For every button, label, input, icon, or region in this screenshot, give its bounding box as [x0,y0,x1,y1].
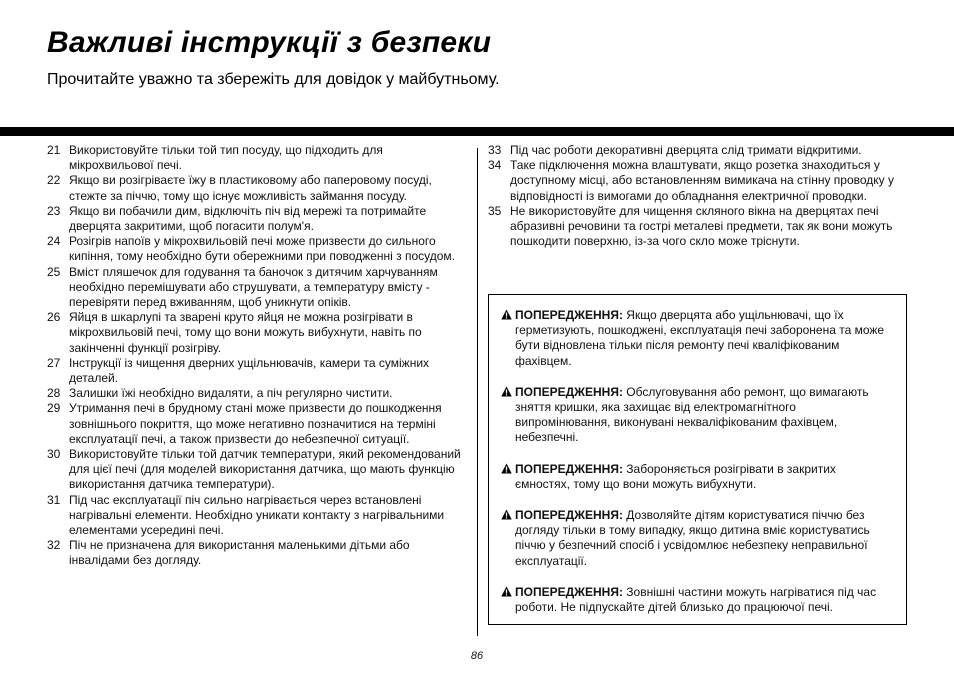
list-item [488,143,908,158]
item-text: Під час роботи декоративні дверцята слід тримати відкритими. [510,143,862,157]
item-text: Яйця в шкарлупі та зварені круто яйця не можна розігрівати в мікрохвильовій печі, тому що вони можуть вибухнути, навіть по закінченні функції розігріву. [69,310,422,355]
item-number: 32 [47,538,61,553]
item-number: 26 [47,310,61,325]
page-title: Важливі інструкції з безпеки [47,26,492,59]
page-subtitle: Прочитайте уважно та збережіть для довідок у майбутньому. [47,71,500,88]
warning-label: ПОПЕРЕДЖЕННЯ: [515,308,623,322]
warning-triangle-icon [501,308,515,369]
header-rule [0,127,954,136]
list-item [47,310,467,356]
item-text: Піч не призначена для використання маленькими дітьми або інвалідами без догляду. [69,538,410,568]
item-text: Інструкції із чищення дверних ущільнювачів, камери та суміжних деталей. [69,355,430,386]
list-item [47,204,467,234]
list-item [47,447,467,493]
item-text: Вміст пляшечок для годування та баночок з дитячим харчуванням необхідно перемішувати або струшувати, а температуру вмісту - перевіряти перед вживанням, щоб уникнути опіків. [69,264,438,310]
item-text: Розігрів напоїв у мікрохвильовій печі може призвести до сильного кипіння, тому необхідно бути обережними при поводженні з посудом. [69,234,455,264]
warning-triangle-icon [501,585,515,615]
item-number: 35 [488,203,502,218]
list-item [47,265,467,311]
warning-label: ПОПЕРЕДЖЕННЯ: [515,584,623,599]
right-column [488,143,908,249]
warning-item [501,308,892,369]
warning-label: ПОПЕРЕДЖЕННЯ: [515,508,623,523]
warning-text: Забороняється розігрівати в закритих ємностях, тому що вони можуть вибухнути. [515,461,836,491]
warning-text: Обслуговування або ремонт, що вимагають зняття кришки, яка захищає від електромагнітного випромінювання, виконувані некваліфікованим фахівцем, небезпечні. [515,384,869,445]
item-number: 31 [47,492,61,507]
warning-triangle-icon [501,385,515,446]
warning-triangle-icon [501,462,515,492]
list-item [47,173,467,203]
item-text: Під час експлуатації піч сильно нагрівається через встановлені нагрівальні елементи. Необхідно уникати контакту з нагрівальними елементами усередині печі. [69,492,445,538]
item-text: Залишки їжі необхідно видаляти, а піч регулярно чистити. [69,386,393,401]
list-item [47,386,467,401]
list-item [488,158,908,204]
item-number: 27 [47,355,61,370]
list-item [488,204,908,250]
list-item [47,234,467,264]
list-item [47,401,467,447]
item-number: 22 [47,173,61,188]
warning-label: ПОПЕРЕДЖЕННЯ: [515,461,623,476]
warning-item [501,385,892,446]
item-text: Якщо ви розігріваєте їжу в пластиковому або паперовому посуді, стежте за піччю, тому що існує можливість займання посуду. [69,173,432,203]
warnings-box [488,294,907,625]
item-number: 29 [47,401,61,416]
warning-text: Якщо дверцята або ущільнювачі, що їх герметизують, пошкоджені, експлуатація печі заборонена та може бути відновлена тільки після ремонту печі кваліфікованим фахівцем. [515,308,885,368]
warning-item [501,462,892,492]
warning-item [501,585,892,615]
item-text: Використовуйте тільки той тип посуду, що підходить для мікрохвильової печі. [69,143,383,173]
item-number: 34 [488,158,502,173]
list-item [47,356,467,386]
warning-text: Дозволяйте дітям користуватися піччю без догляду тільки в тому випадку, якщо дитина вміє користуватись піччю у безпечний спосіб і усвідомлює небезпеку неправильної експлуатації. [515,508,870,568]
item-text: Таке підключення можна влаштувати, якщо розетка знаходиться у доступному місці, або встановленням вимикача на стінну проводку у відповідності із вимогами до обладнання електричної проводки. [510,158,895,203]
item-text: Утримання печі в брудному стані може призвести до пошкодження зовнішнього покриття, що може негативно позначитися на терміні експлуатації печі, а також призвести до небезпечної ситуації. [69,401,442,446]
column-divider [477,148,478,636]
left-column [47,143,467,569]
item-number: 23 [47,203,61,218]
item-number: 28 [47,386,61,401]
warning-triangle-icon [501,508,515,569]
item-number: 21 [47,143,61,157]
list-item [47,538,467,568]
item-text: Використовуйте тільки той датчик температури, який рекомендований для цієї печі (для моделей використання датчика, що мають функцію використання датчика температури). [69,447,461,492]
item-number: 25 [47,264,61,279]
list-item [47,143,467,173]
list-item [47,493,467,539]
page-number: 86 [470,650,484,662]
item-number: 30 [47,447,61,462]
item-text: Не використовуйте для чищення скляного вікна на дверцятах печі абразивні речовини та гострі металеві предмети, так як вони можуть пошкодити поверхню, із-за чого скло може тріснути. [510,203,893,249]
item-number: 33 [488,143,502,157]
item-number: 24 [47,234,61,249]
warning-label: ПОПЕРЕДЖЕННЯ: [515,384,623,399]
warning-item [501,508,892,569]
item-text: Якщо ви побачили дим, відключіть піч від мережі та потримайте дверцята закритими, щоб погасити полум'я. [69,203,427,234]
warning-text: Зовнішні частини можуть нагріватися під час роботи. Не підпускайте дітей близько до працюючої печі. [515,584,877,615]
